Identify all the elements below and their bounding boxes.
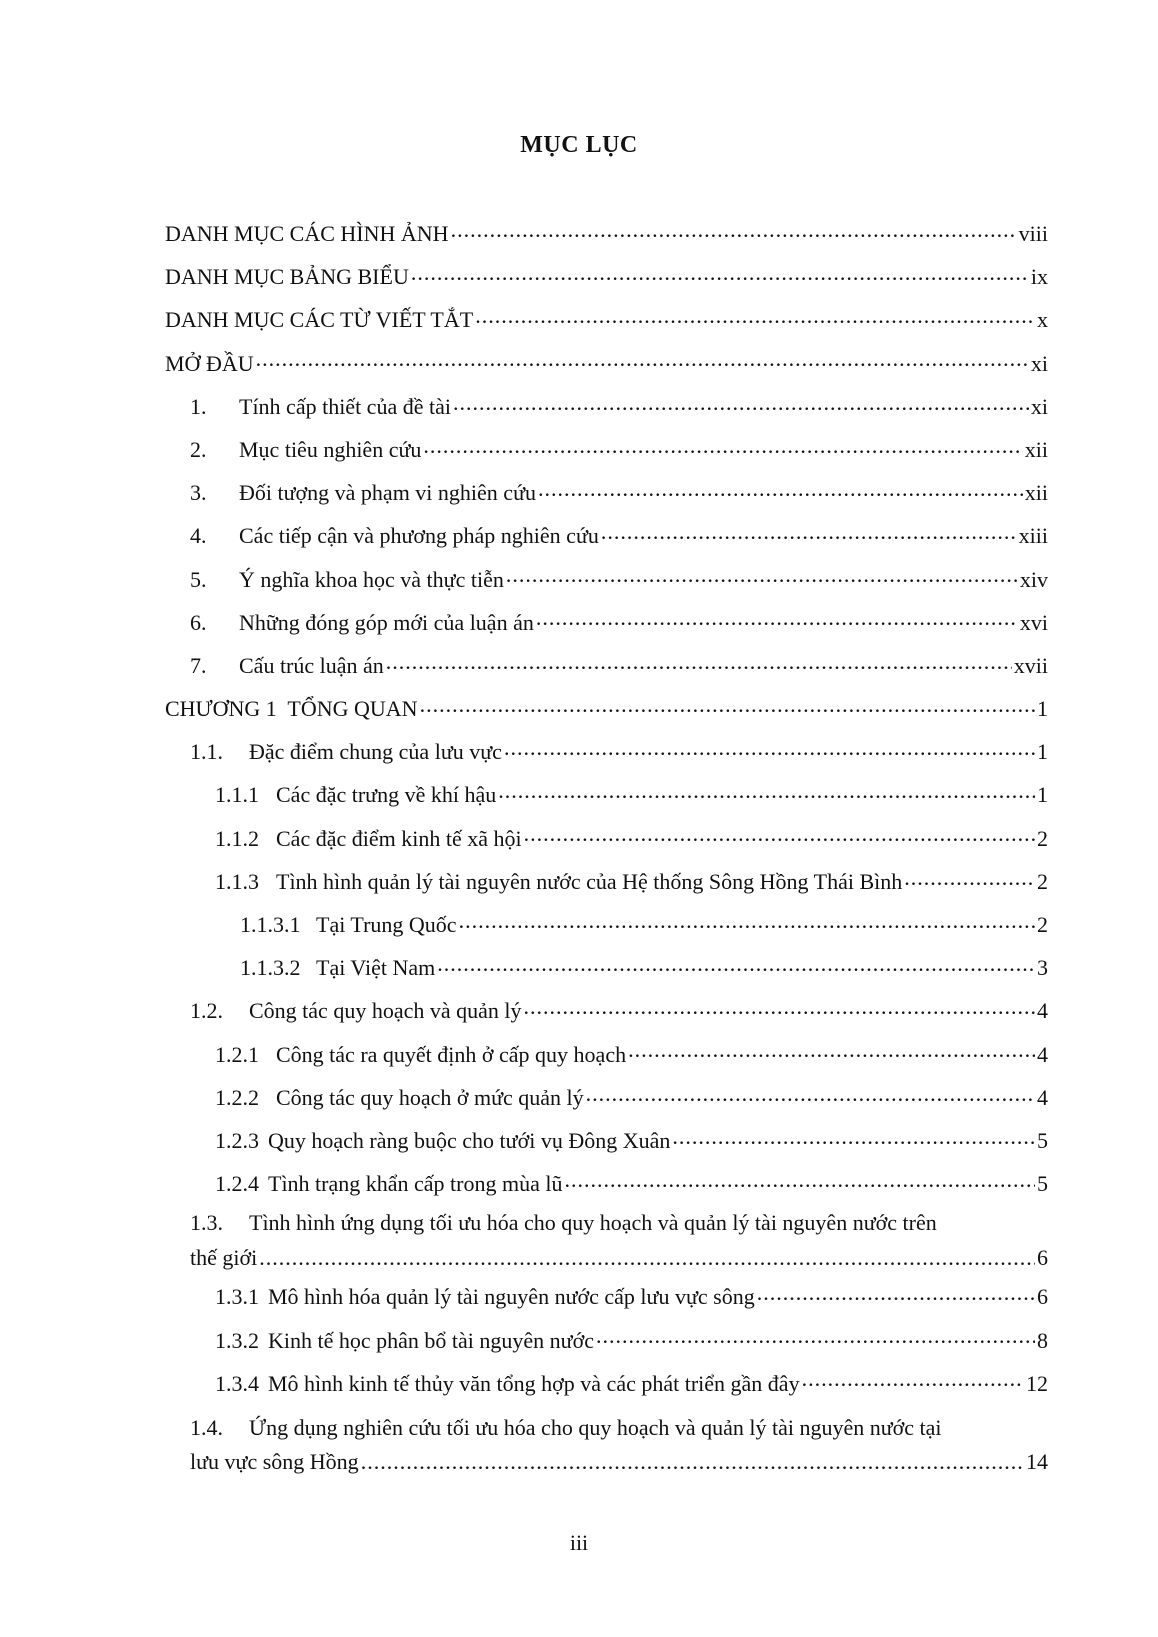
toc-entry[interactable] xyxy=(165,471,1048,514)
toc-entry-page: xii xyxy=(1024,436,1048,462)
toc-entry-number: 1.2.3 xyxy=(215,1127,259,1153)
toc-entry-number: 1.1.3 xyxy=(215,868,259,894)
toc-entry-label: Công tác ra quyết định ở cấp quy hoạch xyxy=(276,1041,627,1067)
dot-leader xyxy=(628,1040,1035,1062)
toc-entry-page: 2 xyxy=(1037,868,1048,894)
toc-entry-number: 1.1.1 xyxy=(215,782,259,808)
toc-entry-label: Đối tượng và phạm vi nghiên cứu xyxy=(239,480,536,506)
toc-entry[interactable] xyxy=(165,514,1048,557)
dot-leader xyxy=(586,1083,1035,1105)
dot-leader xyxy=(564,1169,1035,1191)
toc-entry-page: xvi xyxy=(1019,609,1048,635)
toc-entry-label: Mô hình hóa quản lý tài nguyên nước cấp lưu vực sông xyxy=(268,1284,755,1310)
toc-entry[interactable] xyxy=(165,601,1048,644)
toc-entry-label: Ứng dụng nghiên cứu tối ưu hóa cho quy hoạch và quản lý tài nguyên nước tại xyxy=(249,1414,942,1440)
toc-entry-page: xii xyxy=(1024,480,1048,506)
toc-entry-page: 2 xyxy=(1037,825,1048,851)
toc-entry-label: Quy hoạch ràng buộc cho tưới vụ Đông Xuân xyxy=(268,1127,671,1153)
toc-entry[interactable] xyxy=(165,687,1048,730)
dot-leader xyxy=(386,651,1012,673)
toc-entry-label: Mô hình kinh tế thủy văn tổng hợp và các phát triển gần đây xyxy=(268,1370,800,1396)
toc-entry[interactable] xyxy=(165,1275,1048,1318)
toc-entry-label: Tình trạng khẩn cấp trong mùa lũ xyxy=(268,1171,563,1197)
toc-entry-number: 3. xyxy=(190,480,207,506)
toc-entry-page: 1 xyxy=(1037,782,1048,808)
toc-entry-page: 5 xyxy=(1037,1127,1048,1153)
toc-entry[interactable] xyxy=(165,817,1048,860)
toc-entry[interactable] xyxy=(165,773,1048,816)
toc-entry[interactable] xyxy=(165,1119,1048,1162)
toc-entry-label: Cấu trúc luận án xyxy=(239,652,384,678)
toc-entry-number: 1.3.4 xyxy=(215,1370,259,1396)
toc-entry-number: 1. xyxy=(190,393,207,419)
toc-entry[interactable] xyxy=(165,1033,1048,1076)
toc-entry-page: 8 xyxy=(1037,1327,1048,1353)
toc-entry[interactable] xyxy=(165,946,1048,989)
dot-leader xyxy=(524,824,1035,846)
dot-leader xyxy=(601,521,1017,543)
toc-entry-label: Công tác quy hoạch và quản lý xyxy=(249,998,522,1024)
toc-entry-page: 3 xyxy=(1037,955,1048,981)
toc-entry-label: Tại Trung Quốc xyxy=(316,912,457,937)
toc-entry-label: CHƯƠNG 1 TỔNG QUAN xyxy=(165,696,418,722)
dot-leader xyxy=(423,435,1022,457)
toc-entry-label: DANH MỤC CÁC TỪ VIẾT TẮT xyxy=(165,307,474,333)
toc-entry[interactable] xyxy=(165,255,1048,298)
toc-entry[interactable] xyxy=(165,558,1048,601)
toc-entry-number: 1.1.3.2 xyxy=(240,955,301,981)
toc-entry-number: 7. xyxy=(190,652,207,678)
dot-leader xyxy=(259,1243,1035,1265)
toc-entry-page: 4 xyxy=(1037,1041,1048,1067)
toc-entry-page: xiii xyxy=(1018,523,1048,549)
toc-entry-page: xiv xyxy=(1019,566,1048,592)
dot-leader xyxy=(453,392,1029,414)
toc-entry-label: Những đóng góp mới của luận án xyxy=(239,609,534,635)
toc-entry-label: Công tác quy hoạch ở mức quản lý xyxy=(276,1084,584,1110)
toc-entry[interactable] xyxy=(165,989,1048,1032)
toc-entry[interactable] xyxy=(165,730,1048,773)
dot-leader xyxy=(524,996,1036,1018)
toc-entry-number: 1.1.2 xyxy=(215,825,259,851)
toc-entry-page: x xyxy=(1037,307,1048,333)
toc-entry[interactable] xyxy=(165,860,1048,903)
dot-leader xyxy=(672,1126,1035,1148)
toc-entry[interactable] xyxy=(165,385,1048,428)
dot-leader xyxy=(498,780,1035,802)
dot-leader xyxy=(361,1447,1024,1469)
toc-entry-number: 1.2.2 xyxy=(215,1084,259,1110)
toc-entry-page: xi xyxy=(1030,350,1048,376)
toc-entry-page: 6 xyxy=(1037,1284,1048,1310)
toc-entry-label: MỞ ĐẦU xyxy=(165,350,254,376)
table-of-contents xyxy=(165,212,1048,1481)
toc-entry[interactable] xyxy=(165,903,1048,946)
toc-entry-number: 1.1. xyxy=(190,739,223,765)
toc-entry-number: 2. xyxy=(190,436,207,462)
dot-leader xyxy=(256,349,1029,371)
toc-entry-number: 1.2.4 xyxy=(215,1171,259,1197)
toc-entry-page: 4 xyxy=(1037,1084,1048,1110)
toc-entry-label: Kinh tế học phân bổ tài nguyên nước xyxy=(268,1327,594,1353)
toc-entry[interactable] xyxy=(165,1162,1048,1205)
toc-entry-page: xvii xyxy=(1013,652,1048,678)
toc-entry-label: Các đặc trưng về khí hậu xyxy=(276,782,497,808)
toc-entry[interactable] xyxy=(165,342,1048,385)
toc-entry-label: Các đặc điểm kinh tế xã hội xyxy=(276,825,522,851)
toc-entry-page: 4 xyxy=(1037,998,1048,1024)
toc-entry-page: 1 xyxy=(1037,696,1048,722)
toc-entry-page: xi xyxy=(1030,393,1048,419)
toc-entry-label: DANH MỤC CÁC HÌNH ẢNH xyxy=(165,221,449,246)
dot-leader xyxy=(536,608,1018,630)
toc-entry-label: Tính cấp thiết của đề tài xyxy=(239,393,451,419)
dot-leader xyxy=(757,1282,1035,1304)
toc-entry[interactable] xyxy=(165,1362,1048,1405)
dot-leader xyxy=(538,478,1023,500)
toc-entry-label: Tình hình ứng dụng tối ưu hóa cho quy hoạch và quản lý tài nguyên nước trên xyxy=(249,1210,937,1236)
toc-entry-page: 6 xyxy=(1037,1245,1048,1271)
toc-entry[interactable] xyxy=(165,212,1048,255)
toc-entry-number: 1.3.2 xyxy=(215,1327,259,1353)
toc-entry[interactable] xyxy=(165,298,1048,341)
dot-leader xyxy=(451,219,1017,241)
toc-entry-label: Ý nghĩa khoa học và thực tiễn xyxy=(239,566,504,592)
toc-entry-label: Tình hình quản lý tài nguyên nước của Hệ thống Sông Hồng Thái Bình xyxy=(276,868,903,894)
dot-leader xyxy=(802,1369,1024,1391)
toc-entry-label-continued: thế giới xyxy=(190,1245,258,1271)
toc-entry-page: ix xyxy=(1030,264,1048,290)
dot-leader xyxy=(904,867,1035,889)
dot-leader xyxy=(475,305,1035,327)
toc-entry-label: Đặc điểm chung của lưu vực xyxy=(249,739,502,765)
toc-entry[interactable] xyxy=(165,1076,1048,1119)
toc-entry[interactable] xyxy=(165,1205,1048,1275)
toc-entry-number: 1.4. xyxy=(190,1414,223,1440)
toc-entry[interactable] xyxy=(165,428,1048,471)
toc-entry-number: 1.1.3.1 xyxy=(240,912,301,937)
toc-entry-page: viii xyxy=(1018,221,1048,246)
dot-leader xyxy=(596,1326,1035,1348)
toc-entry[interactable] xyxy=(165,1411,1048,1481)
dot-leader xyxy=(437,953,1035,975)
toc-entry-page: 1 xyxy=(1037,739,1048,765)
toc-entry-label: Các tiếp cận và phương pháp nghiên cứu xyxy=(239,523,599,549)
toc-entry-number: 6. xyxy=(190,609,207,635)
toc-entry-label-continued: lưu vực sông Hồng xyxy=(190,1448,359,1474)
toc-entry-page: 14 xyxy=(1026,1448,1048,1474)
toc-entry-number: 1.3.1 xyxy=(215,1284,259,1310)
toc-entry-label: Mục tiêu nghiên cứu xyxy=(239,436,422,462)
toc-entry[interactable] xyxy=(165,644,1048,687)
toc-entry-number: 5. xyxy=(190,566,207,592)
dot-leader xyxy=(411,262,1029,284)
toc-entry-page: 5 xyxy=(1037,1171,1048,1197)
toc-entry[interactable] xyxy=(165,1319,1048,1362)
toc-entry-number: 1.2.1 xyxy=(215,1041,259,1067)
page-number-footer: iii xyxy=(569,1530,589,1555)
page-title: MỤC LỤC xyxy=(520,132,638,158)
toc-entry-label: DANH MỤC BẢNG BIỂU xyxy=(165,264,409,290)
toc-entry-label: Tại Việt Nam xyxy=(316,955,436,981)
dot-leader xyxy=(504,737,1035,759)
toc-entry-number: 1.2. xyxy=(190,998,223,1024)
toc-entry-number: 4. xyxy=(190,523,207,549)
dot-leader xyxy=(459,910,1035,932)
toc-entry-page: 12 xyxy=(1026,1370,1048,1396)
toc-entry-page: 2 xyxy=(1037,912,1048,937)
dot-leader xyxy=(506,565,1018,587)
toc-entry-number: 1.3. xyxy=(190,1210,223,1236)
dot-leader xyxy=(420,694,1035,716)
